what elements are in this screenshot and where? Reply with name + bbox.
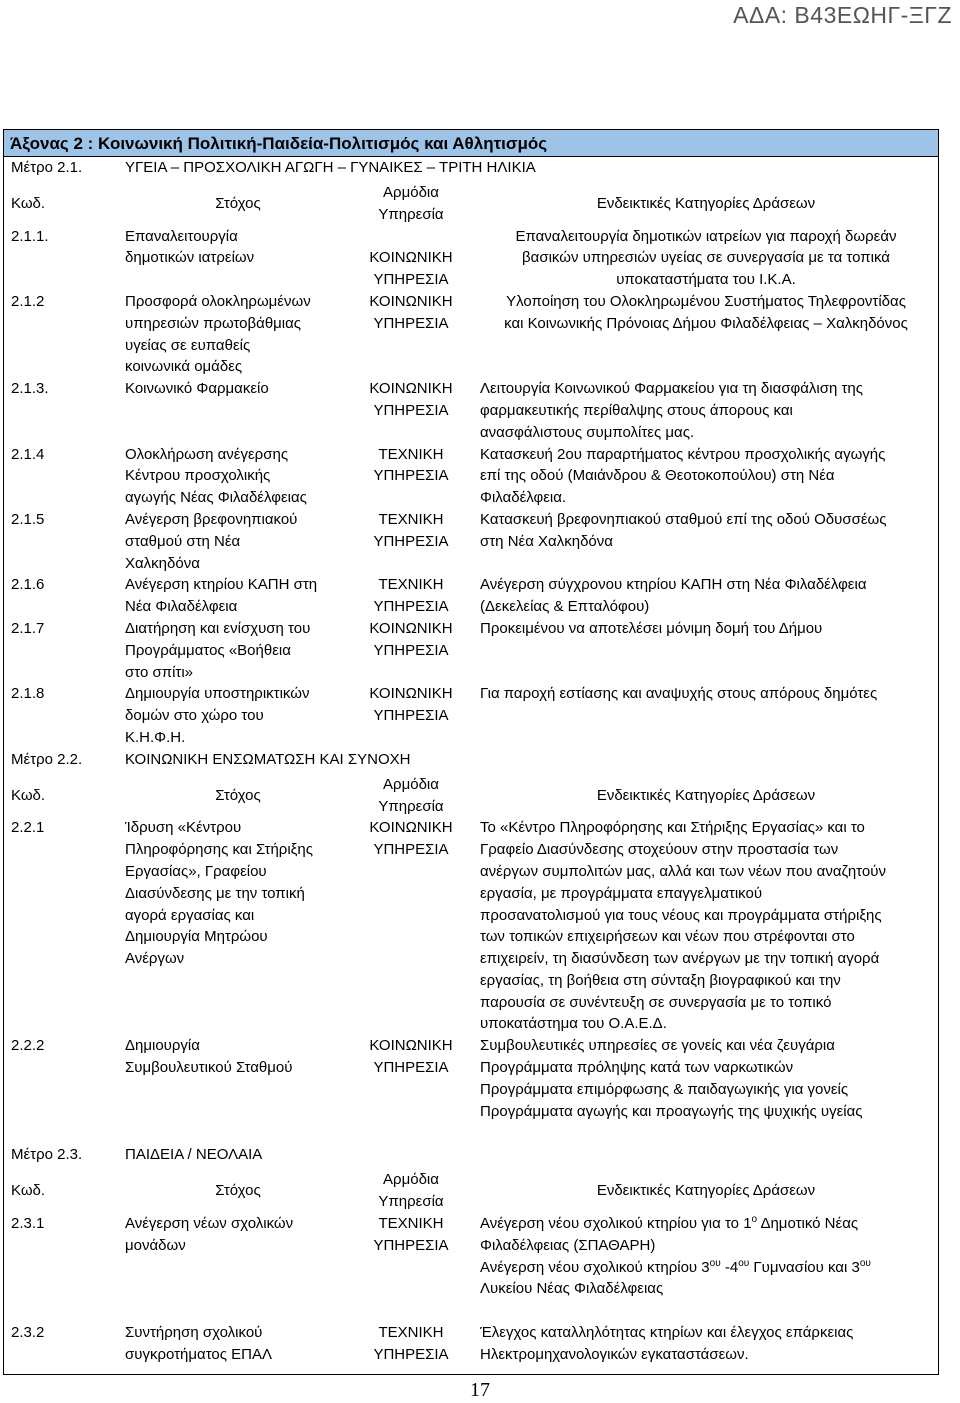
row-goal-line: Εργασίας», Γραφείου (125, 862, 267, 880)
row-service-line: ΥΠΗΡΕΣΙΑ (373, 401, 449, 419)
row-code: 2.1.7 (11, 619, 45, 637)
row-goal-line: Ολοκλήρωση ανέγερσης (125, 445, 289, 463)
row-goal-line: Πληροφόρησης και Στήριξης (125, 841, 313, 859)
row-service (351, 574, 471, 618)
superscript: ο (751, 1214, 758, 1226)
table-row (4, 618, 938, 683)
row-service-line: ΥΠΗΡΕΣΙΑ (373, 841, 449, 859)
table-row (4, 509, 938, 574)
row-actions (471, 509, 938, 574)
header-service-line: Υπηρεσία (378, 205, 444, 223)
header-actions: Ενδεικτικές Κατηγορίες Δράσεων (596, 786, 816, 804)
row-goal-line: Δημιουργία (125, 1037, 200, 1055)
row-service (351, 509, 471, 574)
page-number: 17 (470, 1379, 490, 1401)
row-goal-line: στο σπίτι» (125, 663, 194, 681)
measure-row (4, 749, 938, 771)
row-service-line: ΤΕΧΝΙΚΗ (378, 576, 444, 594)
header-service-line: Αρμόδια (383, 184, 439, 201)
row-goal (121, 817, 351, 1035)
row-goal-line: Συμβουλευτικού Σταθμού (125, 1059, 293, 1077)
header-row (4, 182, 938, 226)
row-goal-line: συγκροτήματος ΕΠΑΛ (125, 1346, 273, 1364)
row-service (351, 1213, 471, 1300)
row-code: 2.2.2 (11, 1037, 45, 1055)
row-goal (121, 618, 351, 683)
row-goal (121, 291, 351, 378)
header-service-line: Αρμόδια (383, 775, 439, 793)
axis-title: Άξονας 2 : Κοινωνική Πολιτική-Παιδεία-Πολιτισμός και Αθλητισμός (4, 130, 938, 157)
row-goal-line: κοινωνικά ομάδες (125, 358, 243, 376)
header-code: Κωδ. (11, 1182, 46, 1200)
row-actions-line: (Δεκελείας & Επταλόφου) (480, 598, 650, 616)
row-actions-line: Ανέγερση σύγχρονου κτηρίου ΚΑΠΗ στη Νέα Φιλαδέλφεια (480, 576, 867, 594)
measure-gap (4, 1122, 938, 1144)
header-row (4, 774, 938, 818)
row-goal-line: αγορά εργασίας και (125, 906, 255, 924)
row-service-line: ΤΕΧΝΙΚΗ (378, 1324, 444, 1342)
row-goal (121, 444, 351, 509)
row-code: 2.2.1 (11, 819, 45, 837)
row-service (351, 817, 471, 1035)
row-service-line: ΤΕΧΝΙΚΗ (378, 445, 444, 463)
header-goal: Στόχος (215, 786, 261, 804)
row-actions-line: Ανέγερση νέου σχολικού κτηρίου $3^{o\upsilon}$ $-4^{o\upsilon}$ Γυμνασίου και $3^{o\upsilon}$ (480, 1257, 871, 1276)
row-actions-line: Κατασκευή βρεφονηπιακού σταθμού επί της οδού Οδυσσέως (480, 510, 887, 528)
row-service (351, 683, 471, 748)
row-actions-line: επί της οδού (Μαιάνδρου & Θεοτοκοπούλου) στη Νέα (480, 467, 835, 485)
measure-label: Μέτρο 2.1. (11, 159, 83, 176)
table-row (4, 1035, 938, 1122)
row-actions-line: ανασφάλιστους συμπολίτες μας. (480, 423, 695, 441)
row-actions-line: στη Νέα Χαλκηδόνα (480, 532, 613, 550)
row-actions-line: Γραφείο Διασύνδεσης στοχεύουν στην προστασία των (480, 841, 839, 859)
table-row (4, 444, 938, 509)
row-goal-line: σταθμού στη Νέα (125, 532, 241, 550)
row-actions (471, 378, 938, 443)
row-actions-line: ανέργων συμπολιτών μας, αλλά και των νέων που αναζητούν (480, 862, 886, 880)
row-service-line: ΥΠΗΡΕΣΙΑ (373, 707, 449, 725)
row-goal-line: μονάδων (125, 1236, 186, 1254)
header-code: Κωδ. (11, 194, 46, 212)
row-code: 2.1.6 (11, 576, 45, 594)
row-service-line: ΥΠΗΡΕΣΙΑ (373, 532, 449, 550)
row-service-line: ΥΠΗΡΕΣΙΑ (373, 1236, 449, 1254)
row-actions-line: υποκατάστημα του Ο.Α.Ε.Δ. (480, 1015, 667, 1033)
row-code: 2.1.3. (11, 380, 49, 398)
row-service-line: ΚΟΙΝΩΝΙΚΗ (369, 619, 453, 637)
row-actions-line: βασικών υπηρεσιών υγείας σε συνεργασία με τα τοπικά (522, 249, 890, 267)
table-body (4, 157, 938, 1374)
row-goal (121, 226, 351, 291)
row-actions-line: επιχειρείν, τη διασύνδεση των ανέργων με την τοπική αγορά (480, 950, 880, 968)
row-service-line: ΥΠΗΡΕΣΙΑ (373, 598, 449, 616)
row-goal-line: δομών στο χώρο του (125, 707, 264, 725)
row-actions (471, 1213, 938, 1300)
row-service (351, 618, 471, 683)
row-goal-line: Χαλκηδόνα (125, 554, 200, 572)
row-actions (471, 817, 938, 1035)
row-actions-line: παρουσία σε συνέντευξη σε συνεργασία με το τοπικό (480, 993, 832, 1011)
row-service (351, 444, 471, 509)
row-goal-line: αγωγής Νέας Φιλαδέλφειας (125, 489, 307, 507)
row-actions-line: εργασίας, τη βοήθεια στη σύνταξη βιογραφικού και την (480, 971, 841, 989)
row-actions-line: Κατασκευή 2ου παραρτήματος κέντρου προσχολικής αγωγής (480, 445, 886, 463)
row-goal (121, 683, 351, 748)
measure-title: ΥΓΕΙΑ – ΠΡΟΣΧΟΛΙΚΗ ΑΓΩΓΗ – ΓΥΝΑΙΚΕΣ – ΤΡΙΤΗ ΗΛΙΚΙΑ (125, 159, 536, 176)
row-service-line: ΤΕΧΝΙΚΗ (378, 1215, 444, 1233)
row-goal-line: Ίδρυση «Κέντρου (125, 819, 242, 837)
row-actions-line: Έλεγχος καταλληλότητας κτηρίων και έλεγχος επάρκειας (480, 1324, 854, 1342)
row-code: 2.1.8 (11, 685, 45, 703)
superscript: ου (709, 1257, 721, 1269)
row-service-line: ΚΟΙΝΩΝΙΚΗ (369, 380, 453, 398)
row-code: 2.3.1 (11, 1215, 45, 1233)
row-actions-line: Για παροχή εστίασης και αναψυχής στους απόρους δημότες (480, 685, 878, 703)
row-goal-line: υπηρεσιών πρωτοβάθμιας (125, 314, 302, 332)
row-goal-line: Ανέγερση κτηρίου ΚΑΠΗ στη (125, 576, 318, 594)
row-actions-line: Φιλαδέλφεια. (480, 489, 567, 507)
row-actions (471, 683, 938, 748)
row-service (351, 1322, 471, 1366)
table-row (4, 291, 938, 378)
row-service-line: ΚΟΙΝΩΝΙΚΗ (369, 292, 453, 310)
row-goal-line: Δημιουργία Μητρώου (125, 928, 268, 946)
superscript: ου (738, 1257, 750, 1269)
row-gap (4, 1300, 938, 1322)
row-code: 2.3.2 (11, 1324, 45, 1342)
measure-row (4, 1144, 938, 1166)
row-actions-line: και Κοινωνικής Πρόνοιας Δήμου Φιλαδέλφειας – Χαλκηδόνος (504, 314, 908, 332)
row-actions-line: Ανέγερση νέου σχολικού κτηρίου για το $1^o$ Δημοτικό Νέας (480, 1214, 859, 1233)
row-service-line: ΥΠΗΡΕΣΙΑ (373, 1346, 449, 1364)
row-service (351, 226, 471, 291)
header-actions: Ενδεικτικές Κατηγορίες Δράσεων (596, 194, 816, 212)
header-goal: Στόχος (215, 1182, 261, 1200)
row-actions-line: Λειτουργία Κοινωνικού Φαρμακείου για τη διασφάλιση της (480, 380, 864, 398)
row-goal (121, 1035, 351, 1122)
row-goal-line: Κέντρου προσχολικής (125, 467, 271, 485)
row-goal-line: υγείας σε ευπαθείς (125, 336, 251, 354)
header-service (351, 1169, 471, 1213)
row-goal-line: Διασύνδεσης με την τοπική (125, 884, 305, 902)
row-actions-line: Επαναλειτουργία δημοτικών ιατρείων για παροχή δωρεάν (515, 227, 897, 245)
row-code: 2.1.1. (11, 227, 49, 245)
row-goal-line: Συντήρηση σχολικού (125, 1324, 263, 1342)
header-goal: Στόχος (215, 194, 261, 212)
measure-label: Μέτρο 2.2. (11, 750, 83, 768)
superscript: ου (859, 1257, 871, 1269)
row-code: 2.1.4 (11, 445, 45, 463)
header-actions: Ενδεικτικές Κατηγορίες Δράσεων (596, 1182, 816, 1200)
row-goal-line: δημοτικών ιατρείων (125, 249, 255, 267)
row-goal-line: Ανέγερση βρεφονηπιακού (125, 510, 298, 528)
header-row (4, 1169, 938, 1213)
measure-row (4, 157, 938, 179)
table-row (4, 683, 938, 748)
row-actions (471, 1322, 938, 1366)
row-actions-line: Λυκείου Νέας Φιλαδέλφειας (480, 1280, 664, 1298)
row-goal-line: Κ.Η.Φ.Η. (125, 728, 186, 746)
row-goal-line: Προγράμματος «Βοήθεια (125, 641, 291, 659)
row-goal (121, 1322, 351, 1366)
row-goal-line: Προσφορά ολοκληρωμένων (125, 292, 311, 310)
row-goal (121, 574, 351, 618)
row-actions-line: Φιλαδέλφειας (ΣΠΑΘΑΡΗ) (480, 1236, 656, 1254)
row-actions-line: Προκειμένου να αποτελέσει μόνιμη δομή του Δήμου (480, 619, 823, 637)
row-service-spacer (351, 226, 471, 248)
row-actions-line: Προγράμματα επιμόρφωσης & παιδαγωγικής για γονείς (480, 1080, 849, 1098)
row-service-line: ΥΠΗΡΕΣΙΑ (373, 314, 449, 332)
header-service-line: Υπηρεσία (378, 797, 444, 815)
row-actions (471, 1035, 938, 1122)
measure-label: Μέτρο 2.3. (11, 1146, 83, 1164)
row-goal (121, 1213, 351, 1300)
table-row (4, 817, 938, 1035)
table-row (4, 1322, 938, 1366)
row-actions-line: υποκαταστήματα του Ι.Κ.Α. (616, 271, 796, 289)
row-service-line: ΤΕΧΝΙΚΗ (378, 510, 444, 528)
row-actions (471, 618, 938, 683)
row-service-line: ΚΟΙΝΩΝΙΚΗ (369, 1037, 453, 1055)
row-goal (121, 378, 351, 443)
row-service-line: ΥΠΗΡΕΣΙΑ (373, 271, 449, 289)
row-goal-line: Δημιουργία υποστηρικτικών (125, 685, 310, 703)
row-actions-line: φαρμακευτικής περίθαλψης στους άπορους και (480, 401, 793, 419)
header-service-line: Υπηρεσία (378, 1193, 444, 1211)
row-actions-line: Συμβουλευτικές υπηρεσίες σε γονείς και νέα ζευγάρια (480, 1037, 835, 1055)
table-row (4, 378, 938, 443)
row-service-line: ΚΟΙΝΩΝΙΚΗ (369, 249, 453, 267)
row-actions (471, 574, 938, 618)
row-goal-line: Διατήρηση και ενίσχυση του (125, 619, 311, 637)
row-actions-line: Το «Κέντρο Πληροφόρησης και Στήριξης Εργασίας» και το (480, 819, 865, 837)
header-service (351, 182, 471, 226)
row-actions-line: Ηλεκτρομηχανολογικών εγκαταστάσεων. (480, 1346, 749, 1364)
row-actions-line: Προγράμματα αγωγής και προαγωγής της ψυχικής υγείας (480, 1102, 863, 1120)
row-actions-line: προσανατολισμού για τους νέους και προγράμματα στήριξης (480, 906, 882, 924)
row-service (351, 1035, 471, 1122)
row-actions (471, 444, 938, 509)
row-service-line: ΥΠΗΡΕΣΙΑ (373, 641, 449, 659)
header-service (351, 774, 471, 818)
row-actions-line: Υλοποίηση του Ολοκληρωμένου Συστήματος Τηλεφροντίδας (506, 292, 906, 310)
table-row (4, 574, 938, 618)
row-code: 2.1.2 (11, 292, 45, 310)
header-service-line: Αρμόδια (383, 1171, 439, 1189)
row-actions (471, 291, 938, 378)
measure-title: ΠΑΙΔΕΙΑ / ΝΕΟΛΑΙΑ (125, 1146, 263, 1164)
measure-title: ΚΟΙΝΩΝΙΚΗ ΕΝΣΩΜΑΤΩΣΗ ΚΑΙ ΣΥΝΟΧΗ (125, 750, 411, 768)
row-goal-line: Ανέργων (125, 950, 185, 968)
row-goal (121, 509, 351, 574)
row-actions-line: Προγράμματα πρόληψης κατά των ναρκωτικών (480, 1059, 794, 1077)
row-actions (471, 226, 938, 291)
row-goal-line: Ανέγερση νέων σχολικών (125, 1215, 294, 1233)
row-service-line: ΥΠΗΡΕΣΙΑ (373, 467, 449, 485)
table-row (4, 1213, 938, 1300)
row-goal-line: Κοινωνικό Φαρμακείο (125, 380, 269, 398)
row-service-line: ΚΟΙΝΩΝΙΚΗ (369, 819, 453, 837)
measure-gap (4, 1366, 938, 1374)
row-actions-line: των τοπικών επιχειρήσεων και νέων που στρέφονται στο (480, 928, 855, 946)
row-goal-line: Νέα Φιλαδέλφεια (125, 598, 238, 616)
ada-code: ΑΔΑ: Β43ΕΩΗΓ-ΞΓΖ (733, 2, 952, 28)
row-code: 2.1.5 (11, 510, 45, 528)
row-goal-line: Επαναλειτουργία (125, 227, 238, 245)
row-service (351, 378, 471, 443)
strategy-table (3, 129, 939, 1375)
row-service-line: ΥΠΗΡΕΣΙΑ (373, 1059, 449, 1077)
row-actions-line: εργασία, με προγράμματα επαγγελματικού (480, 884, 763, 902)
row-service (351, 291, 471, 378)
table-row (4, 226, 938, 291)
row-service-line: ΚΟΙΝΩΝΙΚΗ (369, 685, 453, 703)
header-code: Κωδ. (11, 786, 46, 804)
